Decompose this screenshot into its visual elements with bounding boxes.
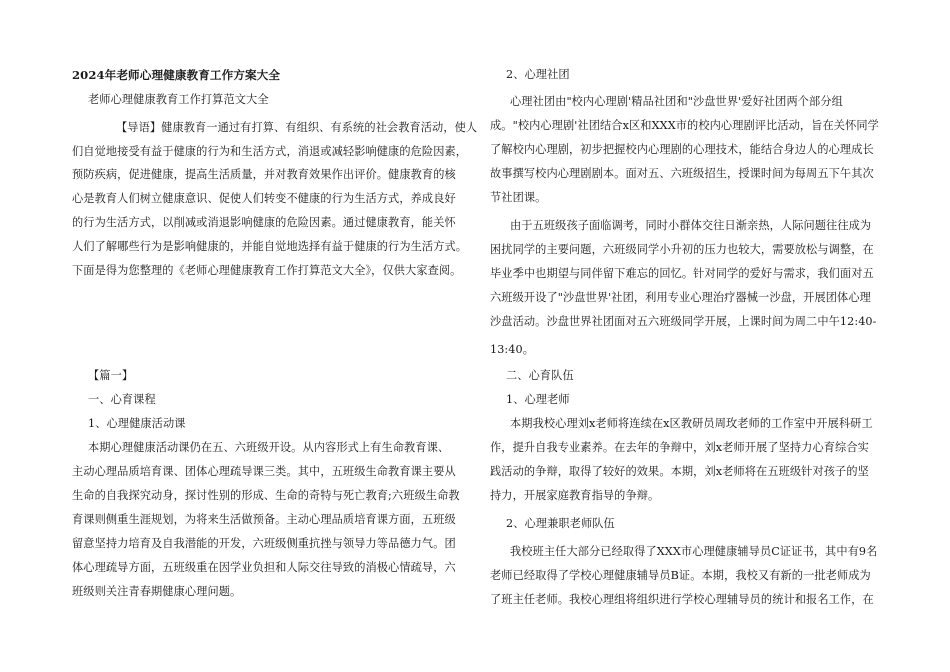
body-line: 班级则关注青春期健康心理问题。 — [72, 585, 242, 598]
body-line: 留意坚持力培育及自我潜能的开发，六班级侧重抗挫与领导力等品德力气。团 — [72, 537, 456, 550]
body-line: 作，提升自我专业素养。在去年的争辩中，刘x老师开展了坚持力心育综合实 — [490, 441, 869, 454]
body-line: 育课则侧重生涯规划，为将来生活做预备。主动心理品质培育课方面，五班级 — [72, 513, 456, 526]
body-line: 毕业季中也期望与同伴留下难忘的回忆。针对同学的爱好与需求，我们面对五 — [490, 267, 874, 280]
body-line: 了班主任老师。我校心理组将组织进行学校心理辅导员的统计和报名工作，在 — [490, 593, 874, 606]
intro-line: 们自觉地接受有益于健康的行为和生活方式，消退或减轻影响健康的危险因素， — [72, 145, 468, 158]
intro-line: 心是教育人们树立健康意识、促使人们转变不健康的行为生活方式，养成良好 — [72, 192, 456, 205]
body-line: 困扰同学的主要问题，六班级同学小升初的压力也较大，需要放松与调整，在 — [490, 243, 874, 256]
intro-line: 人们了解哪些行为是影响健康的，并能自觉地选择有益于健康的行为生活方式。 — [72, 240, 468, 253]
body-line: 老师已经取得了学校心理健康辅导员B证。本期，我校又有新的一批老师成为 — [490, 569, 871, 582]
part-label: 【篇一】 — [88, 369, 134, 382]
intro-line: 的行为生活方式，以削减或消退影响健康的危险因素。通过健康教育，能关怀 — [72, 216, 456, 229]
document-subtitle: 老师心理健康教育工作打算范文大全 — [88, 93, 269, 106]
body-line: 持力，开展家庭教育指导的争辩。 — [490, 489, 660, 502]
intro-line: 预防疾病，促进健康，提高生活质量，并对教育效果作出评价。健康教育的核 — [72, 168, 456, 181]
body-line: 13:40。 — [490, 343, 535, 356]
body-line: 本期心理健康活动课仍在五、六班级开设。从内容形式上有生命教育课、 — [88, 441, 450, 454]
body-line: 了解校内心理剧，初步把握校内心理剧的心理技术，能结合身边人的心理成长 — [490, 143, 874, 156]
intro-line: 【导语】健康教育一通过有打算、有组织、有系统的社会教育活动，使人 — [116, 121, 478, 134]
body-line: 体心理疏导方面，五班级重在因学业负担和人际交往导致的消极心情疏导，六 — [72, 561, 456, 574]
document-title: 2024年老师心理健康教育工作方案大全 — [72, 68, 281, 82]
body-line: 由于五班级孩子面临调考，同时小群体交往日渐亲热，人际问题往往成为 — [510, 219, 872, 232]
body-line: 六班级开设了"沙盘世界'社团，利用专业心理治疗器械一沙盘，开展团体心理 — [490, 291, 871, 304]
body-line: 故事撰写校内心理剧剧本。面对五、六班级招生，授课时间为每周五下午其次 — [490, 167, 874, 180]
section-heading: 二、心育队伍 — [506, 369, 574, 382]
body-line: 沙盘活动。沙盘世界社团面对五六班级同学开展，上课时间为周二中午12:40- — [490, 315, 877, 328]
section-heading: 一、心育课程 — [88, 393, 156, 406]
body-line: 我校班主任大部分已经取得了XXX市心理健康辅导员C证证书，其中有9名 — [510, 545, 878, 558]
subsection-heading: 2、心理社团 — [506, 68, 570, 81]
intro-line: 下面是得为您整理的《老师心理健康教育工作打算范文大全》，仅供大家查阅。 — [72, 264, 462, 277]
body-line: 主动心理品质培育课、团体心理疏导课三类。其中，五班级生命教育课主要从 — [72, 465, 456, 478]
body-line: 节社团课。 — [490, 191, 547, 204]
body-line: 本期我校心理刘x老师将连续在x区教研员周玫老师的工作室中开展科研工 — [510, 417, 873, 430]
body-line: 心理社团由"校内心理剧'精品社团和"沙盘世界'爱好社团两个部分组 — [510, 95, 843, 108]
subsection-heading: 1、心理老师 — [506, 393, 570, 406]
body-line: 践活动的争辩，取得了较好的效果。本期，刘x老师将在五班级针对孩子的坚 — [490, 465, 869, 478]
body-line: 生命的自我探究动身，探讨性别的形成、生命的奇特与死亡教育;六班级生命教 — [72, 489, 460, 502]
subsection-heading: 1、心理健康活动课 — [88, 417, 186, 430]
body-line: 成。"校内心理剧'社团结合x区和XXX市的校内心理剧评比活动，旨在关怀同学 — [490, 119, 879, 132]
subsection-heading: 2、心理兼职老师队伍 — [506, 517, 615, 530]
